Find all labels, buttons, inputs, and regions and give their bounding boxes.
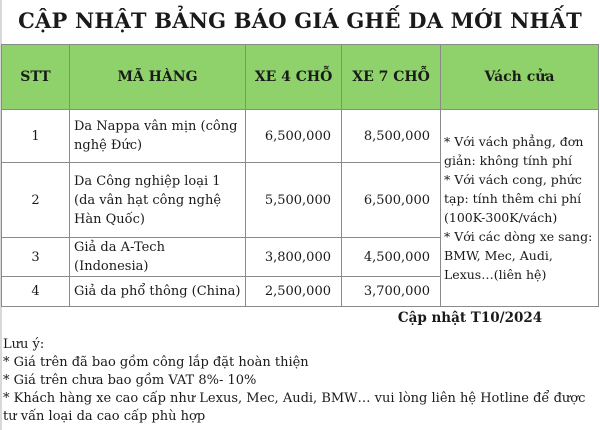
table-header-row <box>2 45 599 110</box>
row-xe-7-cho: 8,500,000 <box>342 110 441 163</box>
note-item: * Giá trên chưa bao gồm VAT 8%- 10% <box>3 373 257 388</box>
vach-cua-note: * Với các dòng xe sang: BMW, Mec, Audi, Lexus…(liên hệ) <box>444 229 593 282</box>
header-vach-cua: Vách cửa <box>441 45 599 110</box>
row-stt: 4 <box>2 277 70 307</box>
notes-heading: Lưu ý: <box>3 337 45 352</box>
vach-cua-note: * Với vách cong, phức tạp: tính thêm chi phí (100K-300K/vách) <box>444 172 582 225</box>
header-ma-hang: MÃ HÀNG <box>70 45 246 110</box>
row-xe-7-cho: 6,500,000 <box>342 163 441 238</box>
row-xe-7-cho: 4,500,000 <box>342 238 441 277</box>
vach-cua-cell <box>441 110 599 307</box>
header-xe-7-cho: XE 7 CHỖ <box>342 45 441 110</box>
row-ma-hang: Da Công nghiệp loại 1 (da vân hạt công nghệ Hàn Quốc) <box>70 163 246 238</box>
price-table <box>1 44 599 329</box>
row-xe-4-cho: 3,800,000 <box>246 238 342 277</box>
row-stt: 2 <box>2 163 70 238</box>
row-ma-hang: Da Nappa vân mịn (công nghệ Đức) <box>70 110 246 163</box>
row-xe-4-cho: 2,500,000 <box>246 277 342 307</box>
row-xe-7-cho: 3,700,000 <box>342 277 441 307</box>
header-xe-4-cho: XE 4 CHỖ <box>246 45 342 110</box>
row-ma-hang: Giả da A-Tech (Indonesia) <box>70 238 246 277</box>
row-xe-4-cho: 6,500,000 <box>246 110 342 163</box>
header-stt: STT <box>2 45 70 110</box>
page-title: CẬP NHẬT BẢNG BÁO GIÁ GHẾ DA MỚI NHẤT <box>18 7 582 33</box>
notes-section <box>3 336 597 426</box>
table-row <box>2 110 599 163</box>
row-ma-hang: Giả da phổ thông (China) <box>70 277 246 307</box>
note-item: * Khách hàng xe cao cấp như Lexus, Mec, Audi, BMW… vui lòng liên hệ Hotline để được tư vấn loại da cao cấp phù hợp <box>3 391 586 424</box>
vach-cua-note: * Với vách phẳng, đơn giản: không tính phí <box>444 134 584 168</box>
row-stt: 1 <box>2 110 70 163</box>
update-label: Cập nhật T10/2024 <box>397 309 543 326</box>
row-xe-4-cho: 5,500,000 <box>246 163 342 238</box>
row-stt: 3 <box>2 238 70 277</box>
update-row <box>2 307 599 330</box>
note-item: * Giá trên đã bao gồm công lắp đặt hoàn thiện <box>3 355 309 370</box>
